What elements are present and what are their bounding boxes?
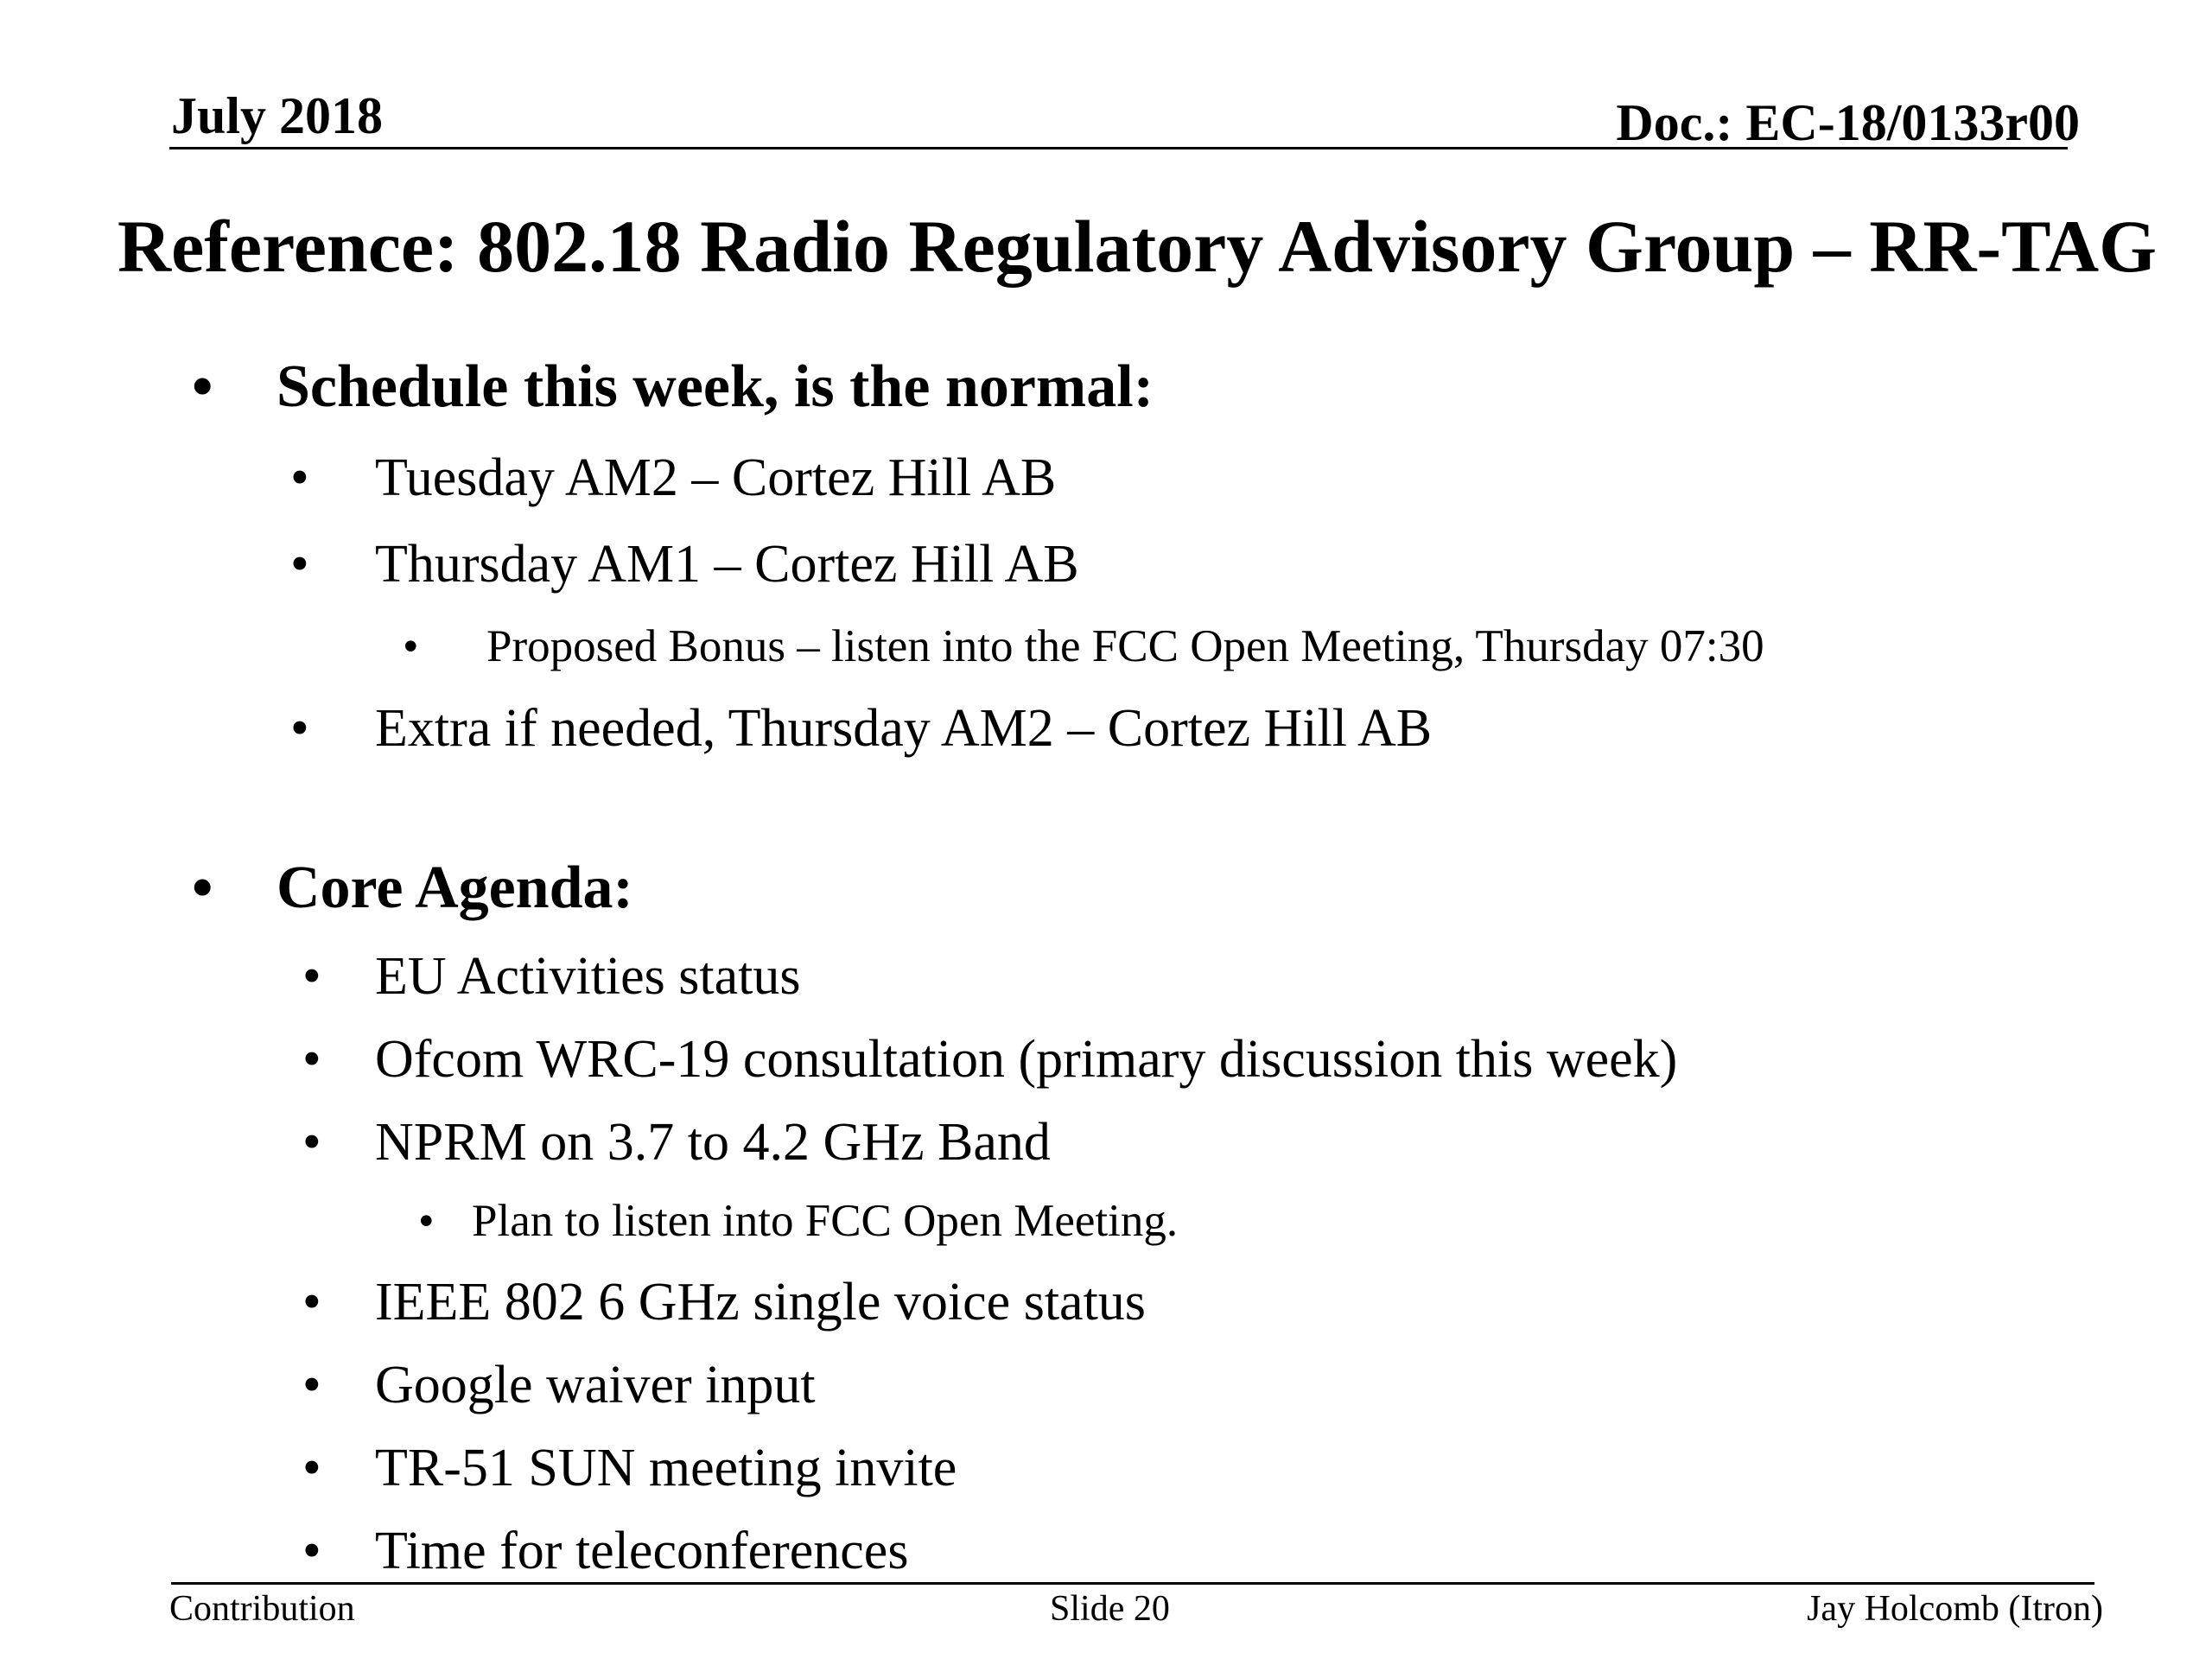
footer-slide-number: Slide 20 [1050, 1589, 1170, 1629]
agenda-item-text: NPRM on 3.7 to 4.2 GHz Band [375, 1113, 1051, 1172]
schedule-item-text: Extra if needed, Thursday AM2 – Cortez Hill AB [375, 699, 1433, 758]
bullet-glyph: • [418, 1196, 435, 1246]
bullet-glyph: • [290, 535, 309, 594]
agenda-heading: Core Agenda: [276, 855, 633, 921]
bullet-glyph: • [192, 855, 213, 921]
agenda-subitem-text: Plan to listen into FCC Open Meeting. [472, 1196, 1179, 1246]
schedule-heading: Schedule this week, is the normal: [276, 353, 1154, 420]
bullet-glyph: • [302, 1030, 321, 1089]
agenda-item-text: IEEE 802 6 GHz single voice status [375, 1273, 1146, 1332]
bullet-glyph: • [302, 1356, 321, 1414]
agenda-item-text: EU Activities status [375, 947, 801, 1006]
bullet-glyph: • [302, 1113, 321, 1172]
agenda-item-text: Google waiver input [375, 1356, 816, 1414]
agenda-item-text: Ofcom WRC-19 consultation (primary discussion this week) [375, 1030, 1678, 1089]
schedule-subitem-text: Proposed Bonus – listen into the FCC Open Meeting, Thursday 07:30 [486, 621, 1764, 671]
slide-title: Reference: 802.18 Radio Regulatory Advisory Group – RR-TAG [118, 205, 2158, 288]
footer-author: Jay Holcomb (Itron) [1807, 1589, 2103, 1629]
bullet-glyph: • [403, 621, 419, 671]
schedule-item-text: Thursday AM1 – Cortez Hill AB [375, 535, 1079, 594]
bullet-glyph: • [290, 699, 309, 758]
bullet-glyph: • [302, 1273, 321, 1332]
bullet-glyph: • [192, 353, 213, 420]
bullet-glyph: • [302, 1439, 321, 1497]
bullet-glyph: • [302, 1522, 321, 1580]
bullet-glyph: • [302, 947, 321, 1006]
header-date: July 2018 [171, 87, 384, 144]
header-divider [169, 147, 2068, 149]
footer-left: Contribution [169, 1589, 355, 1629]
agenda-item-text: TR-51 SUN meeting invite [375, 1439, 957, 1497]
header-doc-id: Doc.: EC-18/0133r00 [1616, 94, 2080, 151]
agenda-item-text: Time for teleconferences [375, 1522, 909, 1580]
footer-divider [171, 1582, 2094, 1585]
schedule-item-text: Tuesday AM2 – Cortez Hill AB [375, 448, 1057, 507]
bullet-glyph: • [290, 448, 309, 507]
